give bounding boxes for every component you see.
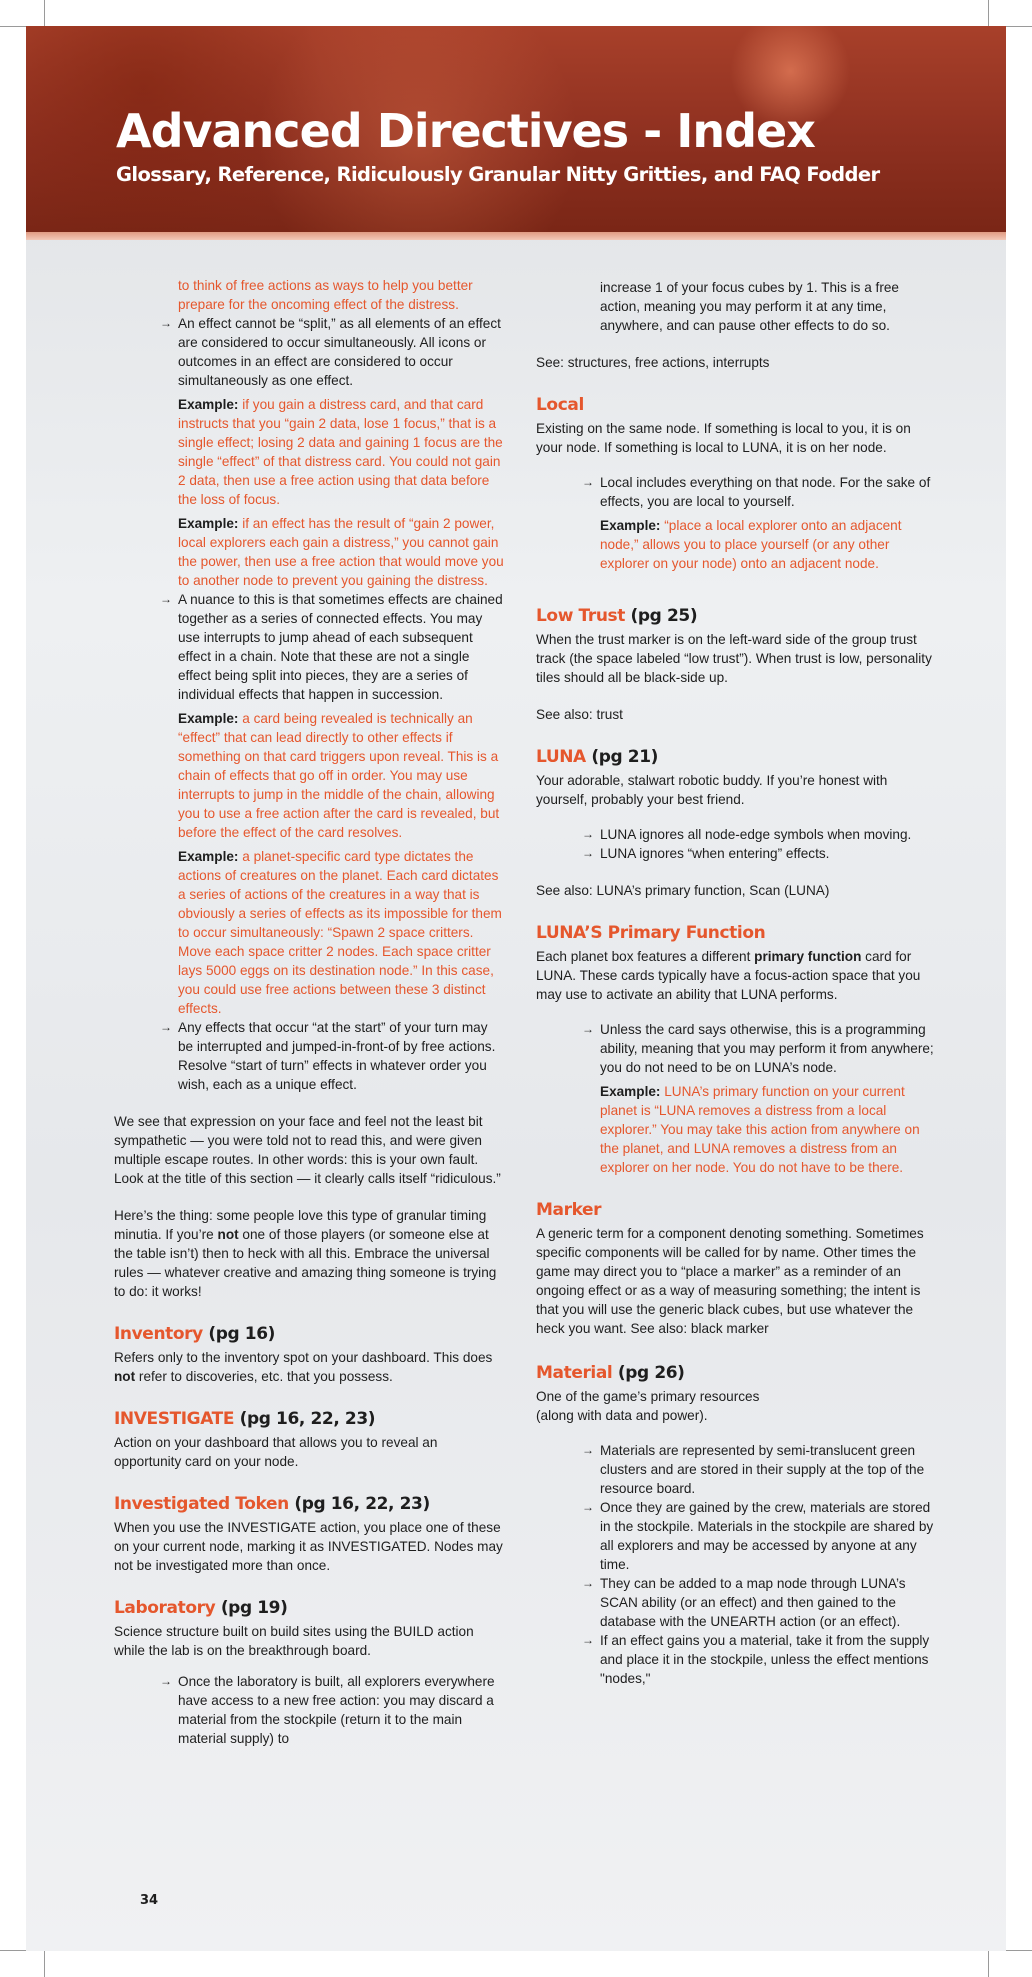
list-item	[536, 1441, 936, 1498]
entry-definition: Your adorable, stalwart robotic buddy. If you’re honest with yourself, probably your best friend.	[536, 773, 888, 807]
text-span: Refers only to the inventory spot on your dashboard. This does	[114, 1350, 493, 1365]
header-banner	[26, 26, 1006, 232]
list-item	[114, 590, 506, 704]
example-paragraph	[114, 514, 506, 590]
example-label: Example:	[178, 397, 239, 412]
list-item	[114, 1018, 506, 1094]
example-paragraph	[114, 395, 506, 509]
example-label: Example:	[178, 516, 239, 531]
example-paragraph	[536, 1082, 936, 1177]
list-item	[536, 1574, 936, 1631]
emphasis: not	[217, 1227, 239, 1242]
list-item-text: Materials are represented by semi-translucent green clusters and are stored in their supply at the top of the resource board.	[600, 1443, 925, 1496]
entry-heading-inventory	[114, 1323, 506, 1345]
entry-heading-low-trust	[536, 605, 936, 627]
entry-definition: Existing on the same node. If something is local to you, it is on your node. If something is local to LUNA, it is on her node.	[536, 421, 911, 455]
entry-definition	[536, 947, 936, 1004]
list-item	[536, 1020, 936, 1077]
list-item-text: LUNA ignores “when entering” effects.	[600, 846, 830, 861]
list-item-text: LUNA ignores all node-edge symbols when moving.	[600, 827, 912, 842]
timing-rules-list	[114, 314, 506, 390]
entry-definition: A generic term for a component denoting something. Sometimes specific components will be called for by name. Other times the game may direct you to “place a marker” as a reminder of an ongoing effect or as a way of measuring something; the intent is that you will use the generic black cubes, but use whatever the heck you want. See also: black marker	[536, 1226, 924, 1336]
example-text: if an effect has the result of “gain 2 power, local explorers each gain a distress,” you cannot gain the power, then use a free action that would move you to another node to prevent you gaining the distress.	[178, 516, 504, 588]
continuation-text: increase 1 of your focus cubes by 1. This is a free action, meaning you may perform it at any time, anywhere, and can pause other effects to do so.	[600, 280, 899, 333]
example-paragraph	[114, 709, 506, 842]
entry-page-ref: (pg 19)	[220, 1598, 288, 1618]
see-also: See: structures, free actions, interrupts	[536, 355, 770, 370]
text-span: refer to discoveries, etc. that you possess.	[135, 1369, 393, 1384]
example-paragraph	[114, 847, 506, 1018]
entry-term: Inventory	[114, 1324, 203, 1344]
example-text: a card being revealed is technically an “effect” that can lead directly to other effects if something on that card triggers upon reveal. This is a chain of effects that go off in order. You may use interrupts to jump in the middle of the chain, allowing you to use a free action after the card is revealed, but before the effect of the card resolves.	[178, 711, 500, 840]
right-column	[536, 278, 936, 1688]
entry-page-ref: (pg 25)	[630, 606, 698, 626]
entry-heading-material	[536, 1362, 936, 1384]
crop-mark	[44, 0, 45, 26]
luna-function-list	[536, 1020, 936, 1077]
entry-term: Marker	[536, 1200, 602, 1220]
example-label: Example:	[600, 1084, 661, 1099]
list-item-text: If an effect gains you a material, take it from the supply and place it in the stockpile, unless the effect mentions "nodes,"	[600, 1633, 930, 1686]
see-also: See also: LUNA’s primary function, Scan (LUNA)	[536, 883, 830, 898]
entry-page-ref: (pg 21)	[591, 747, 659, 767]
example-label: Example:	[178, 849, 239, 864]
list-item-text: Once the laboratory is built, all explorers everywhere have access to a new free action: you may discard a material from the stockpile (return it to the main material supply) to	[178, 1674, 495, 1746]
entry-page-ref: (pg 16, 22, 23)	[239, 1409, 376, 1429]
entry-term: LUNA	[536, 747, 586, 767]
entry-term: Investigated Token	[114, 1494, 289, 1514]
list-item	[536, 844, 936, 863]
entry-definition: When the trust marker is on the left-ward side of the group trust track (the space labeled “low trust”). When trust is low, personality tiles should all be black-side up.	[536, 632, 932, 685]
example-text: LUNA’s primary function on your current planet is “LUNA removes a distress from a local explorer.” You may take this action from anywhere on the planet, and LUNA removes a distress from an explorer on her node. You do not have to be there.	[600, 1084, 920, 1175]
entry-heading-luna	[536, 746, 936, 768]
example-text: if you gain a distress card, and that card instructs that you “gain 2 data, lose 1 focus,” that is a single effect; losing 2 data and gaining 1 focus are the single “effect” of that distress card. You could not gain 2 data, then use a free action using that data before the loss of focus.	[178, 397, 503, 507]
page-number: 34	[140, 1893, 159, 1908]
crop-mark	[1006, 1950, 1032, 1951]
text-span: one of those players (or someone else at the table isn’t) then to heck with all this. Embrace the universal rules — whatever creative and amazing thing someone is trying to do: it works!	[114, 1227, 497, 1299]
body-paragraph	[114, 1206, 506, 1301]
list-item	[536, 1631, 936, 1688]
example-text: “place a local explorer onto an adjacent node,” allows you to place yourself (or any other explorer on your node) onto an adjacent node.	[600, 518, 902, 571]
laboratory-list	[114, 1672, 506, 1748]
list-item-text: A nuance to this is that sometimes effects are chained together as a series of connected effects. You may use interrupts to jump ahead of each subsequent effect in a chain. Note that these are not a single effect being split into pieces, they are a series of individual effects that happen in succession.	[178, 592, 503, 702]
entry-definition: Action on your dashboard that allows you to reveal an opportunity card on your node.	[114, 1435, 438, 1469]
text-span: card for LUNA. These cards typically have a focus-action space that you may use to activate an ability that LUNA performs.	[536, 949, 921, 1002]
list-item-text: Once they are gained by the crew, materials are stored in the stockpile. Materials in the stockpile are shared by all explorers and may be accessed by anyone at any time.	[600, 1500, 934, 1572]
page-subtitle: Glossary, Reference, Ridiculously Granular Nitty Gritties, and FAQ Fodder	[116, 163, 880, 186]
entry-term: Material	[536, 1363, 613, 1383]
entry-term: INVESTIGATE	[114, 1409, 235, 1429]
entry-page-ref: (pg 26)	[617, 1363, 685, 1383]
crop-mark	[0, 1950, 26, 1951]
entry-term: Low Trust	[536, 606, 625, 626]
crop-mark	[0, 26, 26, 27]
body-paragraph: We see that expression on your face and feel not the least bit sympathetic — you were told not to read this, and were given multiple escape routes. In other words: this is your own fault. Look at the title of this section — it clearly calls itself “ridiculous.”	[114, 1114, 501, 1186]
timing-rules-list	[114, 1018, 506, 1094]
crop-mark	[44, 1951, 45, 1977]
entry-term: Laboratory	[114, 1598, 216, 1618]
entry-page-ref: (pg 16, 22, 23)	[294, 1494, 430, 1514]
entry-definition	[114, 1348, 506, 1386]
list-item	[114, 314, 506, 390]
luna-list	[536, 825, 936, 863]
list-item-text: Local includes everything on that node. For the sake of effects, you are local to yourself.	[600, 475, 931, 509]
crop-mark	[988, 0, 989, 26]
example-text: a planet-specific card type dictates the actions of creatures on the planet. Each card dictates a series of actions of the creatures in a way that is obviously a series of effects as its impossible for them to occur simultaneously: “Spawn 2 space critters. Move each space critter 2 nodes. Each space critter lays 5000 eggs on its destination node.” In this case, you could use free actions between these 3 distinct effects.	[178, 849, 502, 1016]
text-span: Each planet box features a different	[536, 949, 755, 964]
banner-divider	[26, 232, 1006, 240]
list-item	[536, 473, 936, 511]
entry-term: LUNA’S Primary Function	[536, 923, 766, 943]
emphasis: primary function	[754, 949, 862, 964]
list-item	[536, 1498, 936, 1574]
material-list	[536, 1441, 936, 1688]
example-paragraph	[536, 516, 936, 573]
left-column	[114, 276, 506, 1748]
document-page	[26, 26, 1006, 1951]
crop-mark	[1006, 26, 1032, 27]
entry-heading-marker	[536, 1199, 936, 1221]
timing-rules-list	[114, 590, 506, 704]
entry-definition: Science structure built on build sites using the BUILD action while the lab is on the breakthrough board.	[114, 1624, 474, 1658]
entry-definition: One of the game’s primary resources (along with data and power).	[536, 1389, 760, 1423]
entry-heading-investigated-token	[114, 1493, 506, 1515]
local-list	[536, 473, 936, 511]
entry-heading-local	[536, 394, 936, 416]
list-item-text: They can be added to a map node through LUNA’s SCAN ability (or an effect) and then gained to the database with the UNEARTH action (or an effect).	[600, 1576, 906, 1629]
crop-mark	[988, 1951, 989, 1977]
text-span: Here’s the thing: some people love this type of granular timing minutia. If you’re	[114, 1208, 487, 1242]
entry-heading-investigate	[114, 1408, 506, 1430]
example-label: Example:	[178, 711, 239, 726]
entry-heading-laboratory	[114, 1597, 506, 1619]
emphasis: not	[114, 1369, 136, 1384]
entry-definition: When you use the INVESTIGATE action, you place one of these on your current node, marking it as INVESTIGATED. Nodes may not be investigated more than once.	[114, 1520, 503, 1573]
see-also: See also: trust	[536, 707, 623, 722]
list-item-text: Any effects that occur “at the start” of your turn may be interrupted and jumped-in-front-of by free actions. Resolve “start of turn” effects in whatever order you wish, each as a unique effect.	[178, 1020, 496, 1092]
list-item-text: An effect cannot be “split,” as all elements of an effect are considered to occur simultaneously. All icons or outcomes in an effect are considered to occur simultaneously as one effect.	[178, 316, 501, 388]
example-label: Example:	[600, 518, 661, 533]
list-item	[536, 825, 936, 844]
entry-heading-luna-primary-function	[536, 922, 936, 944]
list-item	[114, 1672, 506, 1748]
page-title: Advanced Directives - Index	[116, 104, 815, 158]
list-item-text: Unless the card says otherwise, this is a programming ability, meaning that you may perform it from anywhere; you do not need to be on LUNA’s node.	[600, 1022, 934, 1075]
entry-page-ref: (pg 16)	[208, 1324, 276, 1344]
entry-term: Local	[536, 395, 584, 415]
intro-continuation: to think of free actions as ways to help you better prepare for the oncoming effect of the distress.	[178, 278, 473, 312]
